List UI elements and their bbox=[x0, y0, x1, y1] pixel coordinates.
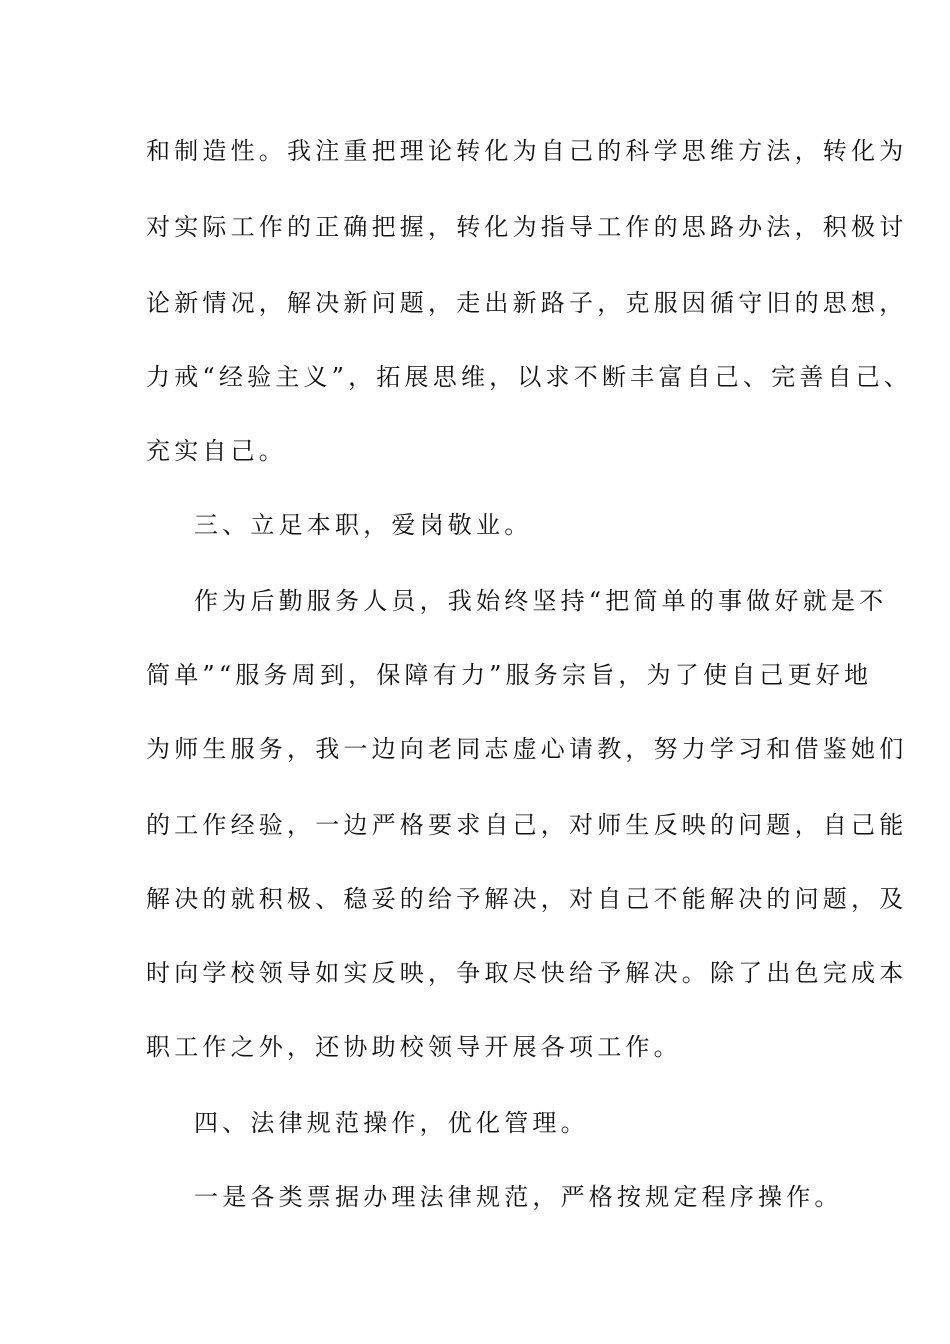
paragraph-line: 对实际工作的正确把握，转化为指导工作的思路办法，积极讨 bbox=[146, 213, 908, 241]
paragraph-line: 作为后勤服务人员，我始终坚持“把简单的事做好就是不 bbox=[194, 587, 888, 615]
paragraph-line: 的工作经验，一边严格要求自己，对师生反映的问题，自己能 bbox=[146, 811, 908, 839]
section-heading: 三、立足本职，爱岗敬业。 bbox=[194, 511, 533, 539]
paragraph-line: 力戒“经验主义”，拓展思维，以求不断丰富自己、完善自己、 bbox=[146, 363, 913, 391]
paragraph-line: 为师生服务，我一边向老同志虚心请教，努力学习和借鉴她们 bbox=[146, 735, 908, 763]
paragraph-line: 职工作之外，还协助校领导开展各项工作。 bbox=[146, 1033, 682, 1061]
paragraph-line: 论新情况，解决新问题，走出新路子，克服因循守旧的思想， bbox=[146, 289, 908, 317]
paragraph-line: 充实自己。 bbox=[146, 437, 287, 465]
paragraph-line: 解决的就积极、稳妥的给予解决，对自己不能解决的问题，及 bbox=[146, 885, 908, 913]
paragraph-line: 简单”“服务周到，保障有力”服务宗旨，为了使自己更好地 bbox=[146, 661, 873, 689]
paragraph-line: 和制造性。我注重把理论转化为自己的科学思维方法，转化为 bbox=[146, 137, 908, 165]
paragraph-line: 时向学校领导如实反映，争取尽快给予解决。除了出色完成本 bbox=[146, 959, 908, 987]
paragraph-line: 一是各类票据办理法律规范，严格按规定程序操作。 bbox=[194, 1183, 843, 1211]
section-heading: 四、法律规范操作，优化管理。 bbox=[194, 1109, 589, 1137]
